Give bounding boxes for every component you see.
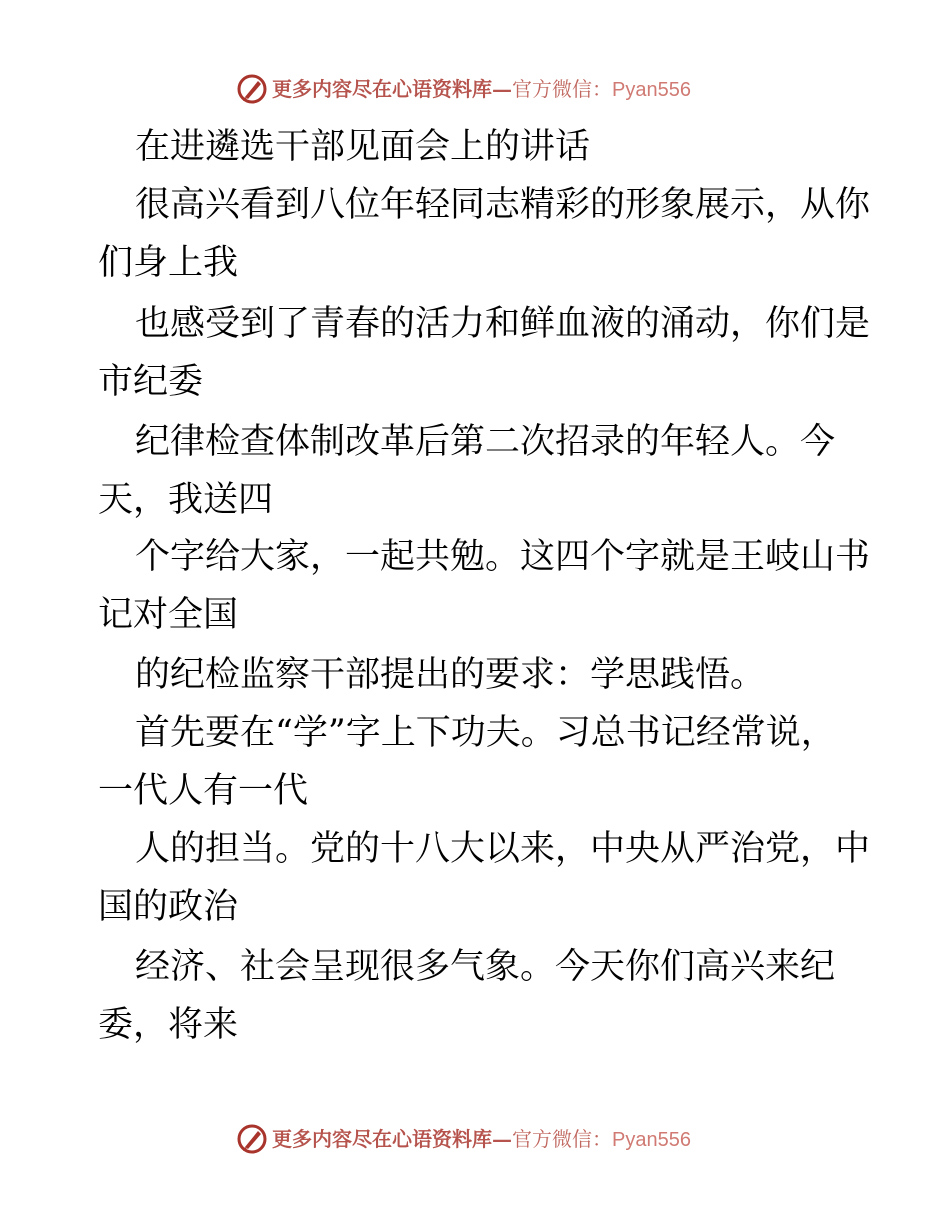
banner-slogan: 更多内容尽在心语资料库 xyxy=(272,77,492,101)
paragraph-line: 人的担当。党的十八大以来，中央从严治党，中 xyxy=(135,829,871,869)
banner-wechat-label: 官方微信： xyxy=(512,77,612,101)
header-banner xyxy=(0,70,950,110)
banner-wechat-id: Pyan556 xyxy=(612,79,691,101)
paragraph-line: 首先要在“学”字上下功夫。习总书记经常说， xyxy=(135,713,836,753)
paragraph-line: 经济、社会呈现很多气象。今天你们高兴来纪 xyxy=(135,947,836,987)
paragraph-line: 市纪委 xyxy=(98,362,204,402)
footer-banner-text xyxy=(272,1126,691,1153)
banner-dash: — xyxy=(492,1127,512,1151)
header-banner-text xyxy=(272,76,691,103)
paragraph-line: 个字给大家，一起共勉。这四个字就是王岐山书 xyxy=(135,537,871,577)
quill-pen-logo-icon xyxy=(236,73,268,105)
paragraph-line: 记对全国 xyxy=(98,595,239,635)
paragraph-line: 一代人有一代 xyxy=(98,771,309,811)
footer-banner xyxy=(0,1120,950,1160)
banner-wechat-label: 官方微信： xyxy=(512,1127,612,1151)
paragraph-line: 天，我送四 xyxy=(98,480,274,520)
banner-slogan: 更多内容尽在心语资料库 xyxy=(272,1127,492,1151)
paragraph-line: 国的政治 xyxy=(98,887,239,927)
paragraph-line: 纪律检查体制改革后第二次招录的年轻人。今 xyxy=(135,422,836,462)
paragraph-line: 也感受到了青春的活力和鲜血液的涌动，你们是 xyxy=(135,304,871,344)
paragraph-line: 们身上我 xyxy=(98,243,239,283)
banner-wechat-id: Pyan556 xyxy=(612,1129,691,1151)
paragraph-line: 很高兴看到八位年轻同志精彩的形象展示，从你 xyxy=(135,185,871,225)
banner-dash: — xyxy=(492,77,512,101)
document-title: 在进遴选干部见面会上的讲话 xyxy=(135,127,591,167)
quill-pen-logo-icon xyxy=(236,1123,268,1155)
paragraph-line: 的纪检监察干部提出的要求：学思践悟。 xyxy=(135,655,766,695)
paragraph-line: 委，将来 xyxy=(98,1005,239,1045)
